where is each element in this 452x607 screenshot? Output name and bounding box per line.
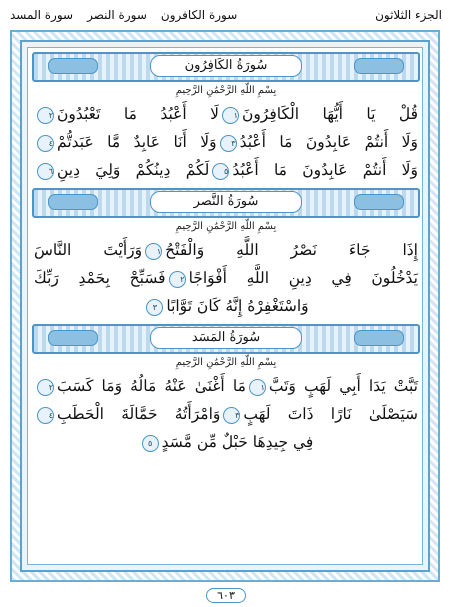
ayah-number-marker: ٥	[212, 163, 229, 180]
ayah-number-marker: ١	[145, 243, 162, 260]
juz-label: الجزء الثلاثون	[375, 8, 442, 22]
page-number	[0, 584, 452, 603]
ayah-number-marker: ٦	[37, 163, 54, 180]
page-content	[30, 52, 422, 562]
ayah-text: وَامْرَأَتُهُ حَمَّالَةَ الْحَطَبِ	[57, 405, 221, 423]
ayah-text: قُلْ يَا أَيُّهَا الْكَافِرُونَ	[241, 105, 418, 123]
ayah-line	[30, 372, 422, 400]
surah-title-banner	[32, 324, 420, 354]
ayah-line	[30, 264, 422, 292]
header-surah-3: سورة المسد	[10, 8, 74, 22]
banner-ornament	[48, 58, 98, 74]
ayah-number-marker: ١	[222, 107, 239, 124]
ayah-line	[30, 428, 422, 456]
ayah-number-marker: ٣	[146, 299, 163, 316]
ayah-line	[30, 128, 422, 156]
ayah-text: إِذَا جَاءَ نَصْرُ اللَّهِ وَالْفَتْحُ	[165, 241, 418, 259]
ayah-text: لَا أَعْبُدُ مَا تَعْبُدُونَ	[57, 105, 219, 123]
basmala: بِسْمِ اللَّهِ الرَّحْمَٰنِ الرَّحِيمِ	[175, 85, 277, 96]
ayah-text: مَا أَغْنَىٰ عَنْهُ مَالُهُ وَمَا كَسَبَ	[57, 377, 246, 395]
surah-title: سُورَةُ المَسَد	[150, 327, 302, 349]
ayah-line	[30, 236, 422, 264]
ayah-line	[30, 100, 422, 128]
ayah-number-marker: ٤	[37, 135, 54, 152]
basmala: بِسْمِ اللَّهِ الرَّحْمَٰنِ الرَّحِيمِ	[175, 221, 277, 232]
ayah-number-marker: ٢	[37, 107, 54, 124]
ayah-number-marker: ٣	[223, 407, 240, 424]
ayah-text: تَبَّتْ يَدَا أَبِي لَهَبٍ وَتَبَّ	[268, 377, 418, 395]
ayah-text: وَلَا أَنتُمْ عَابِدُونَ مَا أَعْبُدُ	[239, 133, 418, 151]
ayah-number-marker: ٢	[169, 271, 186, 288]
page-number-label: ٦٠٣	[206, 588, 246, 603]
surah-title: سُورَةُ الكَافِرُون	[150, 55, 302, 77]
ayah-text: وَلَا أَنتُمْ عَابِدُونَ مَا أَعْبُدُ	[232, 161, 418, 179]
banner-ornament	[48, 330, 98, 346]
ayah-text: سَيَصْلَىٰ نَارًا ذَاتَ لَهَبٍ	[243, 405, 418, 423]
ayah-text: لَكُمْ دِينُكُمْ وَلِيَ دِينِ	[57, 161, 210, 179]
ayah-number-marker: ٥	[142, 435, 159, 452]
ayah-text: وَاسْتَغْفِرْهُ إِنَّهُ كَانَ تَوَّابًا	[166, 297, 309, 315]
ayah-text: فِي جِيدِهَا حَبْلٌ مِّن مَّسَدٍ	[161, 433, 314, 451]
page-header	[10, 4, 442, 26]
ayah-line	[30, 292, 422, 320]
ayah-text: يَدْخُلُونَ فِي دِينِ اللَّهِ أَفْوَاجًا	[188, 269, 418, 287]
ayah-line	[30, 156, 422, 184]
banner-ornament	[354, 194, 404, 210]
ayah-number-marker: ٢	[37, 379, 54, 396]
ayah-number-marker: ٣	[220, 135, 237, 152]
banner-ornament	[48, 194, 98, 210]
header-surah-2: سورة النصر	[87, 8, 147, 22]
banner-ornament	[354, 330, 404, 346]
ayah-number-marker: ١	[249, 379, 266, 396]
banner-ornament	[354, 58, 404, 74]
ayah-text: فَسَبِّحْ بِحَمْدِ رَبِّكَ	[34, 269, 166, 287]
basmala: بِسْمِ اللَّهِ الرَّحْمَٰنِ الرَّحِيمِ	[175, 357, 277, 368]
ayah-text: وَرَأَيْتَ النَّاسَ	[34, 241, 143, 259]
ayah-text: وَلَا أَنَا عَابِدٌ مَّا عَبَدتُّمْ	[57, 133, 217, 151]
header-surah-1: سورة الكافرون	[160, 8, 238, 22]
surah-title-banner	[32, 188, 420, 218]
surah-title: سُورَةُ النَّصر	[150, 191, 302, 213]
surah-title-banner	[32, 52, 420, 82]
ayah-line	[30, 400, 422, 428]
ayah-number-marker: ٤	[37, 407, 54, 424]
surah-names	[10, 8, 237, 22]
